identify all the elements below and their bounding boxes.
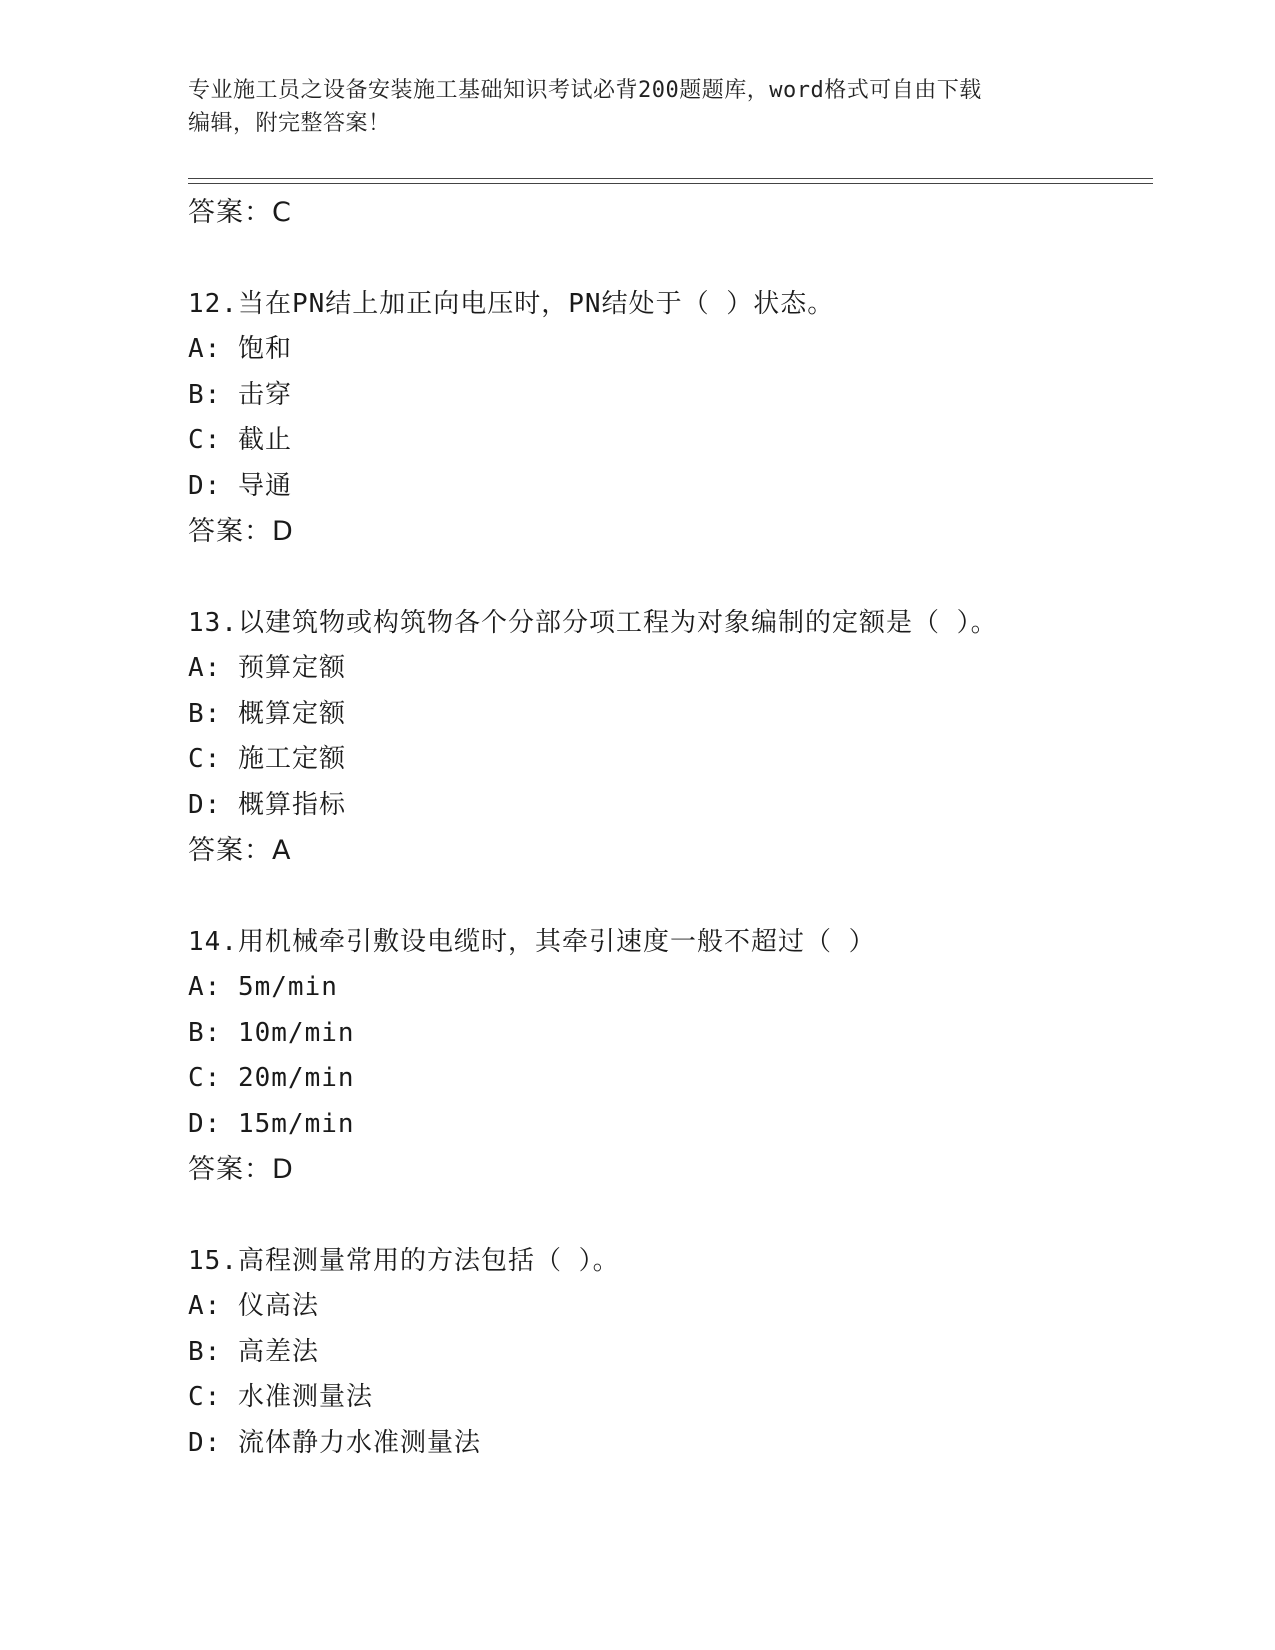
option-a: A: 仪高法 (188, 1291, 319, 1321)
document-header (188, 74, 1088, 140)
option-a: A: 饱和 (188, 334, 292, 364)
header-divider-top (188, 178, 1153, 179)
question-stem: 15.高程测量常用的方法包括（ ）。 (188, 1245, 620, 1276)
question-stem: 13.以建筑物或构筑物各个分部分项工程为对象编制的定额是（ ）。 (188, 607, 998, 638)
option-d: D: 导通 (188, 470, 292, 501)
question-list (188, 190, 1148, 1466)
option-b: B: 10m/min (188, 1017, 355, 1048)
question-stem: 14.用机械牵引敷设电缆时，其牵引速度一般不超过（ ） (188, 926, 876, 957)
option-c: C: 截止 (188, 425, 292, 455)
option-d: D: 流体静力水准测量法 (188, 1427, 481, 1458)
option-b: B: 击穿 (188, 379, 292, 410)
question-stem: 12.当在PN结上加正向电压时，PN结处于（ ）状态。 (188, 288, 835, 319)
header-line-1: 专业施工员之设备安装施工基础知识考试必背200题题库，word格式可自由下载 (188, 78, 982, 103)
question-13 (188, 601, 1148, 874)
option-a: A: 预算定额 (188, 653, 346, 683)
header-line-2: 编辑，附完整答案！ (188, 111, 391, 136)
option-b: B: 高差法 (188, 1336, 319, 1367)
option-c: C: 施工定额 (188, 744, 346, 774)
option-d: D: 概算指标 (188, 789, 346, 820)
answer: 答案：D (188, 516, 294, 547)
spacer (188, 236, 1148, 282)
question-12 (188, 282, 1148, 555)
spacer (188, 1193, 1148, 1239)
option-c: C: 水准测量法 (188, 1382, 373, 1412)
option-c: C: 20m/min (188, 1063, 355, 1093)
option-b: B: 概算定额 (188, 698, 346, 729)
question-14 (188, 920, 1148, 1193)
header-divider-bottom (188, 183, 1153, 184)
spacer (188, 555, 1148, 601)
option-a: A: 5m/min (188, 972, 338, 1002)
option-d: D: 15m/min (188, 1108, 355, 1139)
question-15 (188, 1239, 1148, 1467)
previous-answer: 答案：C (188, 197, 292, 228)
answer: 答案：D (188, 1154, 294, 1185)
spacer (188, 874, 1148, 920)
answer: 答案：A (188, 835, 292, 866)
